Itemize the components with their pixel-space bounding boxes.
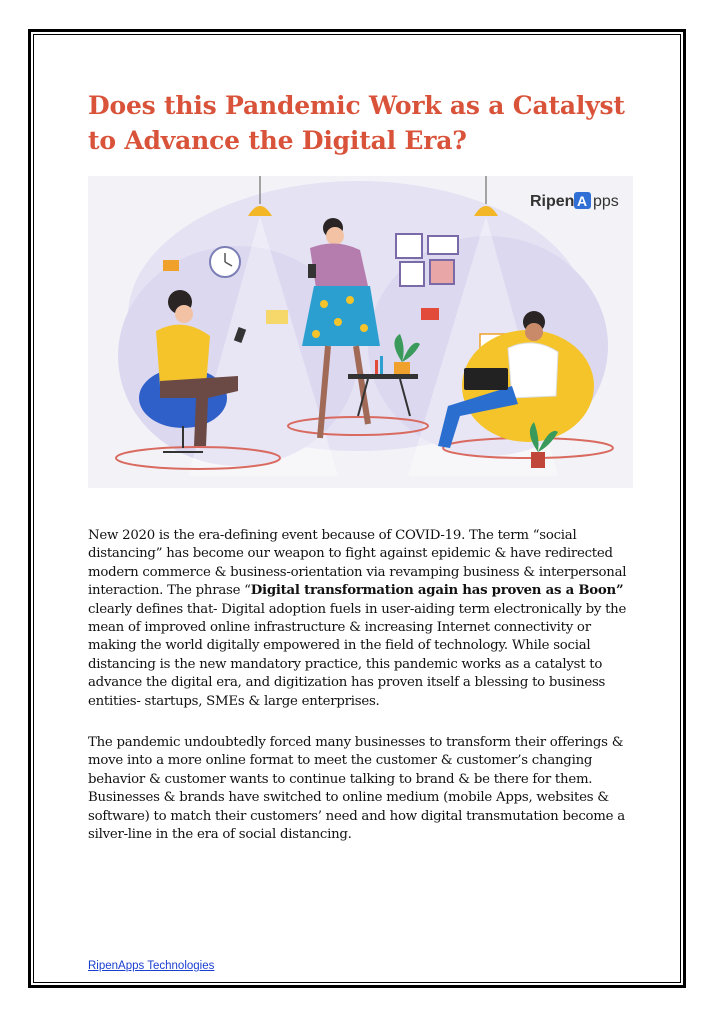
article-title: Does this Pandemic Work as a Catalyst to Advance the Digital Era? bbox=[88, 91, 625, 155]
paragraph-1-part-b: clearly defines that- Digital adoption fuels in user-aiding term electronically by the mean of improved online infrastructure & increasing Internet connectivity or making the world digitally empowered in the field of technology. While social distancing is the new mandatory practice, this pandemic works as a catalyst to advance the digital era, and digitization has proven itself a blessing to business entities- startups, SMEs & large enterprises. bbox=[88, 601, 627, 709]
ripenapps-logo-text-2: pps bbox=[593, 193, 619, 210]
article-paragraph-2: The pandemic undoubtedly forced many businesses to transform their offerings & move into a more online format to meet the customer & customer’s changing behavior & customer wants to continue talking to brand & be there for them. Businesses & brands have switched to online medium (mobile Apps, websites & software) to match their customers’ need and how digital transmutation become a silver-line in the era of social distancing. bbox=[88, 735, 625, 843]
hero-illustration bbox=[88, 176, 633, 488]
paragraph-1-bold-phrase: Digital transformation again has proven as a Boon” bbox=[250, 583, 624, 599]
footer-company-link[interactable]: RipenApps Technologies bbox=[88, 960, 215, 972]
article-paragraph-1 bbox=[88, 527, 640, 711]
ripenapps-logo-text-1: Ripen bbox=[530, 193, 575, 210]
ripenapps-logo-letter: A bbox=[577, 193, 588, 209]
paragraph-1-part-a: New 2020 is the era-defining event because of COVID-19. The term “social distancing” has become our weapon to fight against epidemic & have redirected modern commerce & business-orientation via revamping business & interpersonal interaction. The phrase “ bbox=[88, 528, 627, 599]
